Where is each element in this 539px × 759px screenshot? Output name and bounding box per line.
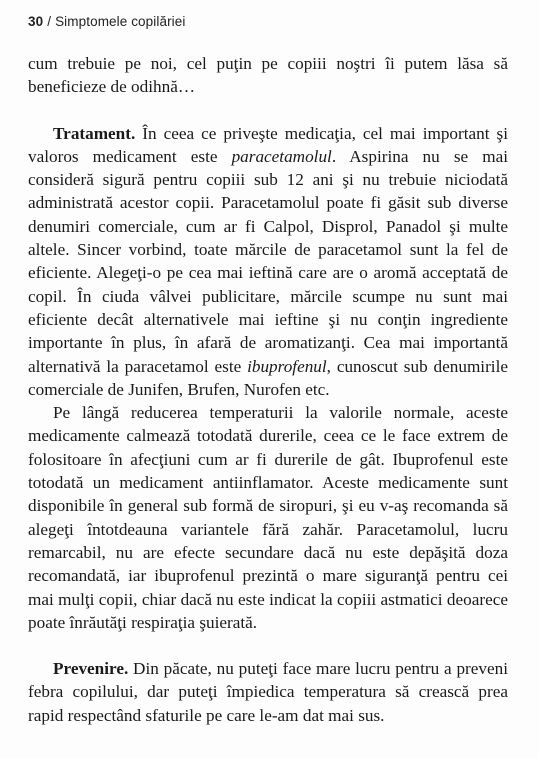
paracetamol-term: paracetamolul [231,146,332,166]
page-number: 30 [28,14,44,29]
prevention-text: Din păcate, nu puteţi face mare lucru pentru a preveni febra copilului, dar puteţi împiedica temperatura să crească prea rapid respectând sfaturile pe care le-am dat mai sus. [28,659,508,725]
header-separator: / [47,14,52,29]
paragraph-prevention [28,657,508,727]
prevention-heading: Prevenire. [53,659,129,679]
treatment-text-b: . Aspirina nu se mai consideră sigură pentru copiii sub 12 ani şi nu trebuie niciodată administrată acestor copii. Paracetamolul poate fi găsit sub diverse denumiri comerciale, cum ar fi Calpol, Disprol, Panadol şi multe altele. Sincer vorbind, toate mărcile de paracetamol sunt la fel de eficiente. Alegeţi-o pe cea mai ieftină care are o aromă acceptată de copil. În ciuda vâlvei publicitare, mărcile scumpe nu sunt mai eficiente decât alternativele mai ieftine şi nu conţin ingrediente importante în plus, în afară de aromatizanţi. Cea mai importantă alternativă la paracetamol este [28,146,508,376]
section-title: Simptomele copilăriei [55,14,186,29]
paragraph-treatment [28,122,508,402]
treatment-text-a: În ceea ce priveşte medicaţia, cel mai important şi valoros medicament este [28,123,508,166]
ibuprofen-term: ibuprofenul [247,356,327,376]
treatment-heading: Tratament. [53,123,136,143]
body-text [28,52,508,727]
running-header [28,14,185,29]
paragraph-continuation: cum trebuie pe noi, cel puţin pe copiii noştri îi putem lăsa să beneficieze de odihnă… [28,54,508,97]
treatment-text-c: , cunoscut sub denumirile comerciale de Junifen, Brufen, Nurofen etc. [28,356,508,399]
paragraph-effects: Pe lângă reducerea temperaturii la valorile normale, aceste medicamente calmează totodată durerile, ceea ce le face extrem de folositoare în afecţiuni cum ar fi durerile de gât. Ibuprofenul este totodată un medicament antiinflamator. Aceste medicamente sunt disponibile în general sub formă de siropuri, şi eu v-aş recomanda să alegeţi întotdeauna variantele fără zahăr. Paracetamolul, lucru remarcabil, nu are efecte secundare dacă nu este depăşită doza recomandată, iar ibuprofenul prezintă o mare siguranţă pentru cei mai mulţi copii, chiar dacă nu este indicat la copiii astmatici deoarece poate înrăutăţi respiraţia şuierată. [28,403,508,632]
